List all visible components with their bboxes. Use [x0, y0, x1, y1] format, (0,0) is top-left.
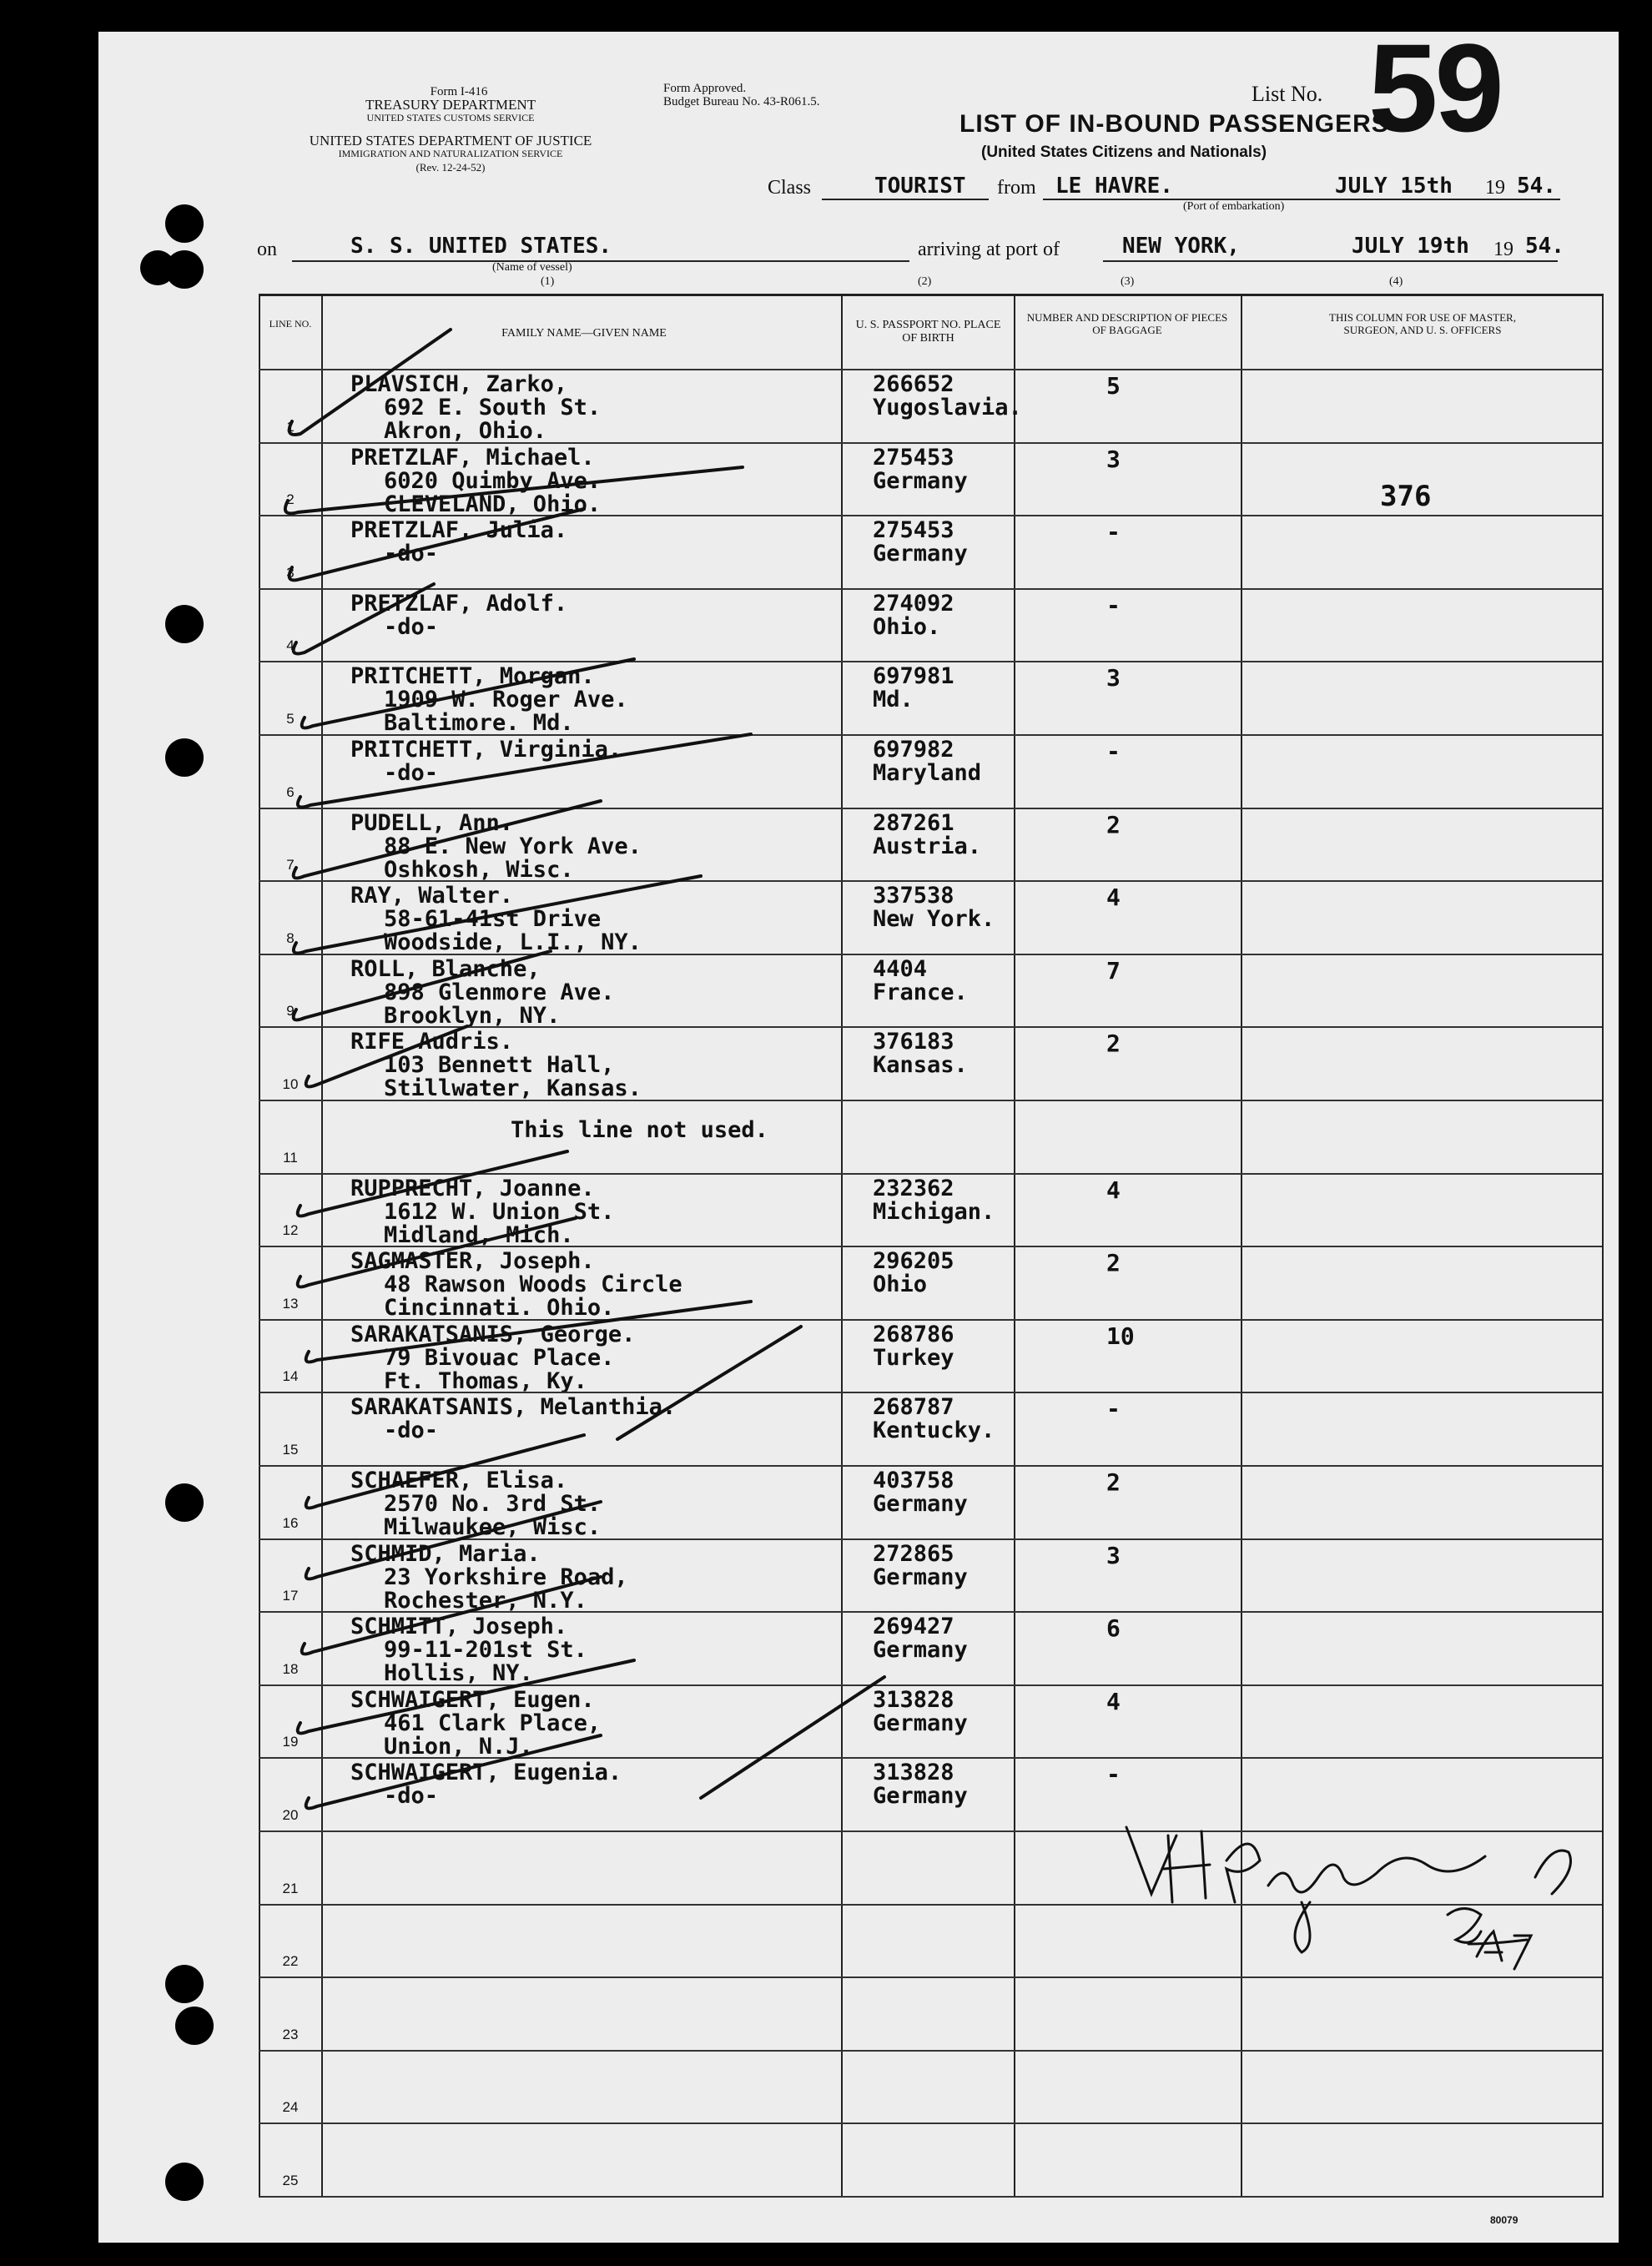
passenger-address-line2: CLEVELAND, Ohio.	[384, 491, 602, 517]
place-of-birth: Germany	[873, 1783, 968, 1810]
passenger-address-line1: 898 Glenmore Ave.	[384, 979, 615, 1005]
row-divider	[259, 880, 1602, 882]
line-number: 14	[282, 1368, 299, 1385]
embarkation-date: JULY 15th	[1335, 174, 1453, 199]
row-divider	[259, 1392, 1602, 1393]
row-divider	[259, 1904, 1602, 1906]
passenger-name: PUDELL, Ann.	[350, 809, 514, 836]
column-4-marker: (4)	[1389, 275, 1403, 288]
passenger-name: SCHWAIGERT, Eugen.	[350, 1686, 595, 1713]
passenger-address-line2: Cincinnati. Ohio.	[384, 1295, 615, 1322]
passenger-name: SCHMITT, Joseph.	[350, 1614, 568, 1640]
place-of-birth: Yugoslavia.	[873, 395, 1022, 420]
baggage-count: 2	[1106, 1249, 1121, 1277]
baggage-count: 3	[1106, 1541, 1121, 1569]
header-family-name: FAMILY NAME—GIVEN NAME	[501, 327, 667, 340]
treasury-department: TREASURY DEPARTMENT	[365, 97, 536, 113]
document-subtitle: (United States Citizens and Nationals)	[981, 144, 1267, 161]
header-baggage: NUMBER AND DESCRIPTION OF PIECES OF BAGGAGE	[1026, 311, 1228, 336]
place-of-birth: Michigan.	[873, 1198, 995, 1225]
arrival-year-prefix: 19	[1493, 239, 1513, 260]
baggage-count: 4	[1106, 1176, 1121, 1204]
row-divider	[259, 734, 1602, 736]
officer-note: 376	[1380, 480, 1432, 513]
place-of-birth: Md.	[873, 687, 914, 713]
baggage-count: 3	[1106, 664, 1121, 692]
passenger-name: SAGMASTER, Joseph.	[350, 1248, 595, 1275]
row-divider	[259, 515, 1602, 516]
row-divider	[259, 1465, 1602, 1467]
row-divider	[259, 369, 1602, 370]
line-not-used-note: This line not used.	[511, 1117, 768, 1143]
passenger-address-line1: -do-	[384, 1418, 439, 1444]
line-number: 20	[282, 1807, 299, 1823]
line-number: 22	[282, 1953, 299, 1970]
baggage-count: 4	[1106, 884, 1121, 912]
line-number: 2	[286, 491, 295, 508]
line-number: 8	[286, 929, 295, 946]
passport-number: 376183	[873, 1029, 954, 1055]
line-number: 19	[282, 1734, 299, 1750]
row-divider	[259, 1830, 1602, 1832]
punch-hole	[165, 605, 204, 643]
underline	[1103, 260, 1558, 262]
on-label: on	[257, 239, 277, 260]
passenger-name: PRETZLAF, Adolf.	[350, 590, 568, 617]
line-number: 4	[286, 637, 295, 654]
row-divider	[259, 1611, 1602, 1613]
document-title: LIST OF IN-BOUND PASSENGERS	[959, 110, 1389, 138]
port-of-arrival: NEW YORK,	[1122, 234, 1240, 259]
place-of-birth: Maryland	[873, 760, 982, 786]
passport-number: 4404	[873, 955, 928, 982]
vessel-name: S. S. UNITED STATES.	[350, 234, 612, 259]
revision-date: (Rev. 12-24-52)	[416, 161, 486, 174]
passport-number: 296205	[873, 1248, 954, 1275]
column-3-marker: (3)	[1121, 275, 1135, 288]
row-divider	[259, 1100, 1602, 1101]
passport-number: 697982	[873, 737, 954, 763]
place-of-birth: Germany	[873, 1637, 968, 1664]
line-number: 16	[282, 1514, 299, 1531]
baggage-count: -	[1106, 1760, 1121, 1789]
line-number: 9	[286, 1003, 295, 1020]
line-number: 21	[282, 1880, 299, 1896]
row-divider	[259, 2122, 1602, 2124]
class-value: TOURIST	[874, 174, 966, 199]
line-number: 3	[286, 564, 295, 581]
column-divider	[1602, 294, 1604, 2198]
column-2-marker: (2)	[918, 275, 932, 288]
baggage-count: 5	[1106, 372, 1121, 400]
passenger-address-line2: Brooklyn, NY.	[384, 1002, 561, 1029]
embarkation-year: 54.	[1517, 174, 1556, 199]
place-of-birth: Germany	[873, 467, 968, 494]
place-of-birth: Ohio	[873, 1271, 928, 1298]
arriving-label: arriving at port of	[918, 239, 1060, 260]
row-divider	[259, 954, 1602, 955]
list-number: 59	[1368, 18, 1501, 158]
baggage-count: 2	[1106, 810, 1121, 838]
punch-hole	[140, 250, 175, 285]
underline	[292, 260, 909, 262]
passport-number: 313828	[873, 1686, 954, 1713]
line-number: 25	[282, 2173, 299, 2188]
place-of-birth: Germany	[873, 1491, 968, 1517]
customs-service: UNITED STATES CUSTOMS SERVICE	[366, 112, 535, 123]
line-number: 15	[282, 1442, 299, 1458]
passenger-name: RIFE Audris.	[350, 1029, 514, 1055]
punch-hole	[175, 2007, 214, 2045]
place-of-birth: New York.	[873, 906, 995, 933]
baggage-count: -	[1106, 1395, 1121, 1423]
header-passport: U. S. PASSPORT NO. PLACE OF BIRTH	[855, 319, 1001, 345]
baggage-count: 2	[1106, 1030, 1121, 1058]
line-number: 5	[286, 711, 295, 727]
passenger-name: SCHWAIGERT, Eugenia.	[350, 1760, 622, 1786]
line-number: 11	[283, 1149, 298, 1166]
baggage-count: -	[1106, 518, 1121, 546]
department-of-justice: UNITED STATES DEPARTMENT OF JUSTICE	[309, 133, 592, 149]
passenger-address-line2: Stillwater, Kansas.	[384, 1075, 642, 1102]
baggage-count: 2	[1106, 1468, 1121, 1496]
punch-hole	[165, 204, 204, 243]
place-of-birth: France.	[873, 979, 968, 1005]
passenger-address-line1: 1909 W. Roger Ave.	[384, 687, 628, 713]
list-no-label: List No.	[1252, 82, 1323, 106]
immigration-service: IMMIGRATION AND NATURALIZATION SERVICE	[338, 148, 563, 159]
row-divider	[259, 1757, 1602, 1759]
baggage-count: 6	[1106, 1614, 1121, 1643]
passenger-address-line1: 79 Bivouac Place.	[384, 1344, 615, 1371]
baggage-count: 10	[1106, 1322, 1135, 1350]
line-number: 12	[282, 1222, 299, 1239]
passenger-address-line2: Milwaukee, Wisc.	[384, 1514, 602, 1540]
row-divider	[259, 2050, 1602, 2052]
baggage-count: 3	[1106, 445, 1121, 473]
budget-bureau: Budget Bureau No. 43-R061.5.	[663, 95, 820, 108]
passport-number: 275453	[873, 444, 954, 471]
embarkation-year-prefix: 19	[1485, 177, 1505, 199]
passenger-address-line1: 103 Bennett Hall,	[384, 1052, 615, 1079]
passport-number: 287261	[873, 809, 954, 836]
passenger-address-line2: Ft. Thomas, Ky.	[384, 1367, 587, 1394]
passport-number: 274092	[873, 590, 954, 617]
passport-number: 268786	[873, 1321, 954, 1347]
passenger-address-line1: 99-11-201st St.	[384, 1637, 587, 1664]
line-number: 1	[286, 418, 295, 435]
row-divider	[259, 1319, 1602, 1321]
row-divider	[259, 2196, 1602, 2198]
punch-hole	[165, 738, 204, 777]
passenger-name: PRITCHETT, Morgan.	[350, 663, 595, 690]
port-of-embarkation-caption: (Port of embarkation)	[1183, 200, 1285, 213]
passenger-address-line1: 48 Rawson Woods Circle	[384, 1271, 682, 1298]
passenger-name: RUPPRECHT, Joanne.	[350, 1175, 595, 1201]
passenger-name: SCHAEFER, Elisa.	[350, 1468, 568, 1493]
passenger-name: PRETZLAF, Michael.	[350, 444, 595, 471]
passenger-address-line1: 88 E. New York Ave.	[384, 833, 642, 859]
port-of-embarkation: LE HAVRE.	[1055, 174, 1173, 199]
line-number: 10	[282, 1076, 299, 1092]
passport-number: 275453	[873, 517, 954, 544]
passenger-name: RAY, Walter.	[350, 883, 514, 909]
passenger-name: ROLL, Blanche,	[350, 955, 541, 982]
row-divider	[259, 1246, 1602, 1247]
place-of-birth: Germany	[873, 541, 968, 567]
baggage-count: -	[1106, 591, 1121, 619]
arrival-date: JULY 19th	[1352, 234, 1469, 259]
from-label: from	[997, 177, 1036, 199]
row-divider	[259, 1976, 1602, 1978]
passenger-address-line1: 692 E. South St.	[384, 395, 602, 420]
passenger-address-line1: -do-	[384, 613, 439, 640]
vessel-caption: (Name of vessel)	[492, 261, 572, 274]
passport-number: 697981	[873, 663, 954, 690]
underline	[1043, 199, 1560, 200]
passenger-address-line2: Hollis, NY.	[384, 1660, 533, 1687]
form-number: Form I-416	[430, 85, 488, 98]
place-of-birth: Kentucky.	[873, 1418, 995, 1444]
form-code: 80079	[1490, 2214, 1519, 2226]
passenger-address-line2: Union, N.J.	[384, 1733, 533, 1760]
passport-number: 268787	[873, 1394, 954, 1421]
line-number: 17	[282, 1588, 299, 1604]
passport-number: 269427	[873, 1614, 954, 1640]
underline	[822, 199, 989, 200]
passenger-name: SCHMID, Maria.	[350, 1540, 541, 1567]
passenger-name: SARAKATSANIS, George.	[350, 1321, 636, 1347]
passenger-address-line2: Akron, Ohio.	[384, 418, 547, 444]
header-line-no: LINE NO.	[269, 318, 312, 330]
passenger-address-line1: -do-	[384, 760, 439, 786]
punch-hole	[165, 1483, 204, 1522]
passenger-address-line2: Rochester, N.Y.	[384, 1587, 587, 1614]
passenger-address-line1: 58-61-41st Drive	[384, 906, 602, 933]
row-divider	[259, 1026, 1602, 1028]
passport-number: 232362	[873, 1175, 954, 1201]
row-divider	[259, 1538, 1602, 1540]
line-number: 18	[282, 1660, 299, 1677]
place-of-birth: Austria.	[873, 833, 982, 859]
passport-number: 403758	[873, 1468, 954, 1493]
passenger-address-line2: Midland, Mich.	[384, 1221, 574, 1248]
place-of-birth: Kansas.	[873, 1052, 968, 1079]
punch-hole	[165, 1965, 204, 2003]
class-label: Class	[768, 177, 812, 199]
passport-number: 266652	[873, 371, 954, 397]
line-number: 23	[282, 2026, 299, 2042]
line-number: 6	[286, 783, 295, 800]
passenger-address-line1: -do-	[384, 541, 439, 567]
passenger-address-line1: 2570 No. 3rd St.	[384, 1491, 602, 1517]
passenger-address-line1: 6020 Quimby Ave.	[384, 467, 602, 494]
baggage-count: 7	[1106, 956, 1121, 984]
baggage-count: 4	[1106, 1687, 1121, 1715]
passenger-name: SARAKATSANIS, Melanthia.	[350, 1394, 677, 1421]
row-divider	[259, 588, 1602, 590]
passenger-address-line1: 23 Yorkshire Road,	[384, 1564, 628, 1590]
row-divider	[259, 1173, 1602, 1175]
baggage-count: -	[1106, 738, 1121, 765]
passenger-name: PRETZLAF, Julia.	[350, 517, 568, 544]
passenger-address-line1: 1612 W. Union St.	[384, 1198, 615, 1225]
passport-number: 272865	[873, 1540, 954, 1567]
punch-hole	[165, 2163, 204, 2201]
place-of-birth: Turkey	[873, 1344, 954, 1371]
form-approved: Form Approved.	[663, 82, 747, 95]
passenger-address-line2: Oshkosh, Wisc.	[384, 856, 574, 883]
passenger-name: PRITCHETT, Virginia.	[350, 737, 622, 763]
row-divider	[259, 1684, 1602, 1686]
arrival-year: 54.	[1525, 234, 1564, 259]
place-of-birth: Germany	[873, 1710, 968, 1736]
row-divider	[259, 661, 1602, 662]
place-of-birth: Germany	[873, 1564, 968, 1590]
line-number: 7	[286, 857, 295, 874]
passport-number: 337538	[873, 883, 954, 909]
passenger-name: PLAVSICH, Zarko,	[350, 371, 568, 397]
passenger-address-line2: Woodside, L.I., NY.	[384, 929, 642, 956]
passenger-address-line1: -do-	[384, 1783, 439, 1810]
row-divider	[259, 808, 1602, 809]
header-officers: THIS COLUMN FOR USE OF MASTER, SURGEON, AND U. S. OFFICERS	[1329, 311, 1516, 336]
passenger-address-line1: 461 Clark Place,	[384, 1710, 602, 1736]
passenger-address-line2: Baltimore. Md.	[384, 710, 574, 737]
column-1-marker: (1)	[541, 275, 555, 288]
row-divider	[259, 442, 1602, 444]
line-number: 24	[282, 2099, 299, 2116]
place-of-birth: Ohio.	[873, 613, 941, 640]
line-number: 13	[282, 1295, 299, 1312]
passport-number: 313828	[873, 1760, 954, 1786]
